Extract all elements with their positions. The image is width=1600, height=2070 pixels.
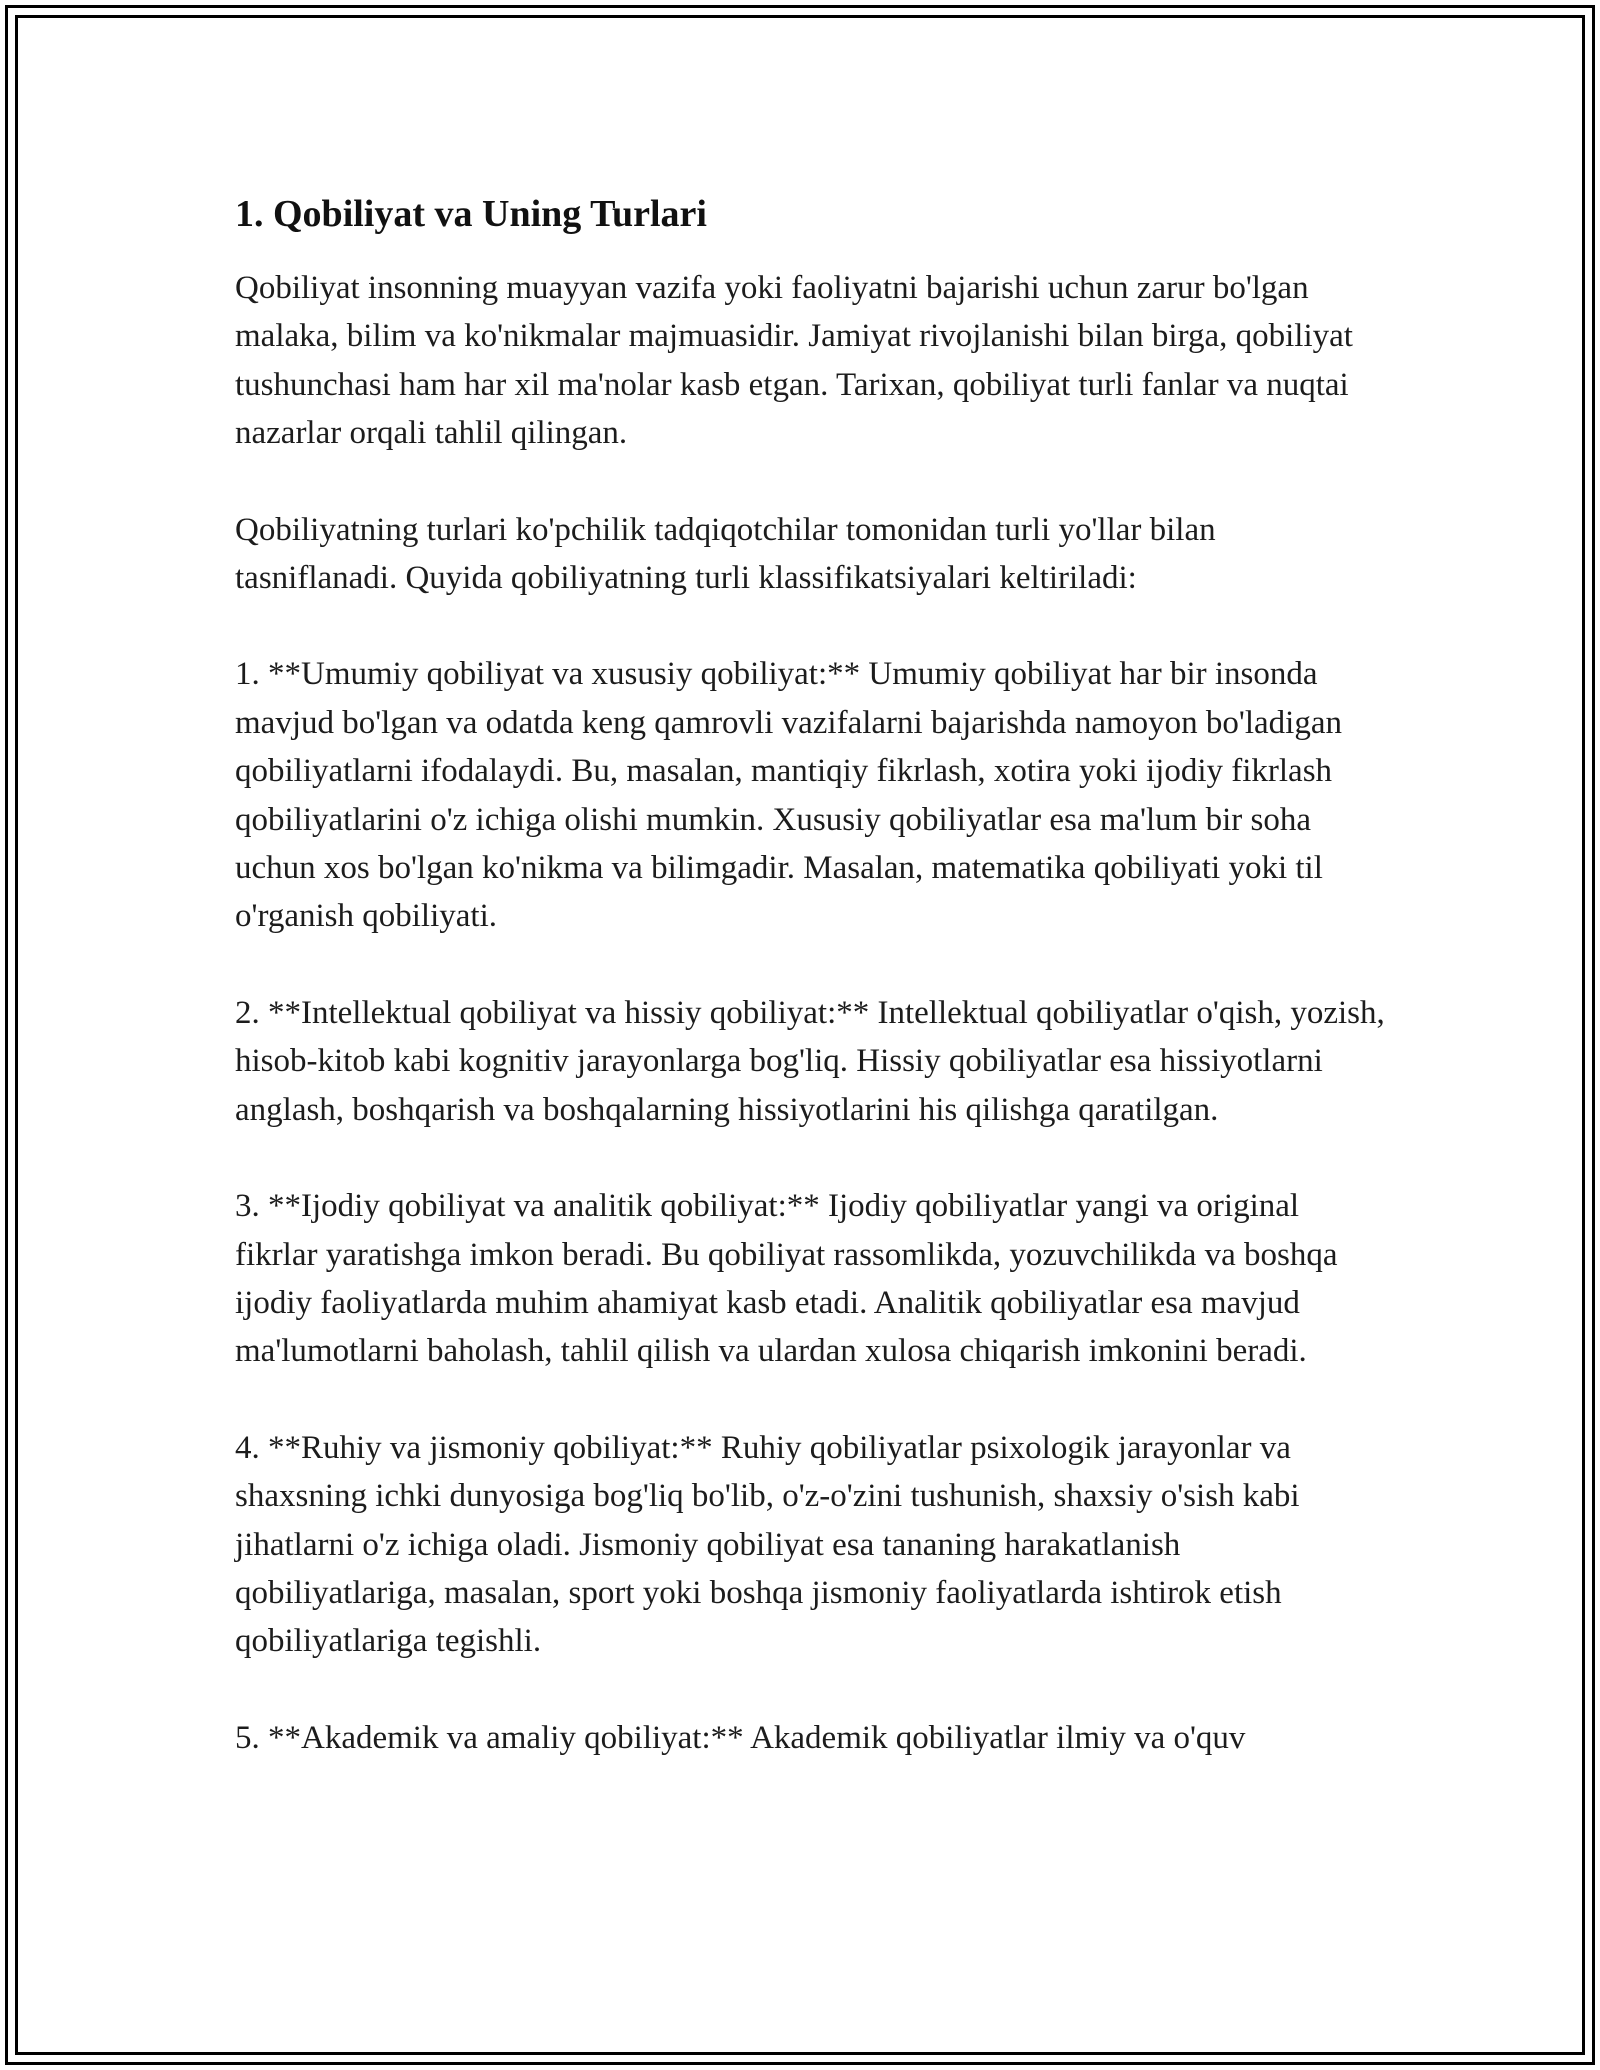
list-item-general-specific: 1. **Umumiy qobiliyat va xususiy qobiliyat:** Umumiy qobiliyat har bir insonda mavjud bo'lgan va odatda keng qamrovli vazifalarni bajarishda namoyon bo'ladigan qobiliyatlarni ifodalaydi. Bu, masalan, mantiqiy fikrlash, xotira yoki ijodiy fikrlash qobiliyatlarini o'z ichiga olishi mumkin. Xususiy qobiliyatlar esa ma'lum bir soha uchun xos bo'lgan ko'nikma va bilimgadir. Masalan, matematika qobiliyati yoki til o'rganish qobiliyati. bbox=[235, 656, 1342, 935]
classification-intro-paragraph: Qobiliyatning turlari ko'pchilik tadqiqotchilar tomonidan turli yo'llar bilan tasniflanadi. Quyida qobiliyatning turli klassifikatsiyalari keltiriladi: bbox=[235, 511, 1216, 597]
list-item-academic-practical: 5. **Akademik va amaliy qobiliyat:** Akademik qobiliyatlar ilmiy va o'quv bbox=[235, 1719, 1246, 1756]
list-item-creative-analytical: 3. **Ijodiy qobiliyat va analitik qobiliyat:** Ijodiy qobiliyatlar yangi va original fikrlar yaratishga imkon beradi. Bu qobiliyat rassomlikda, yozuvchilikda va boshqa ijodiy faoliyatlarda muhim ahamiyat kasb etadi. Analitik qobiliyatlar esa mavjud ma'lumotlarni baholash, tahlil qilish va ulardan xulosa chiqarish imkonini beradi. bbox=[235, 1188, 1338, 1370]
page-title: 1. Qobiliyat va Uning Turlari bbox=[235, 193, 707, 235]
intro-paragraph: Qobiliyat insonning muayyan vazifa yoki faoliyatni bajarishi uchun zarur bo'lgan malaka, bilim va ko'nikmalar majmuasidir. Jamiyat rivojlanishi bilan birga, qobiliyat tushunchasi ham har xil ma'nolar kasb etgan. Tarixan, qobiliyat turli fanlar va nuqtai nazarlar orqali tahlil qilingan. bbox=[235, 270, 1353, 452]
list-item-mental-physical: 4. **Ruhiy va jismoniy qobiliyat:** Ruhiy qobiliyatlar psixologik jarayonlar va shaxsning ichki dunyosiga bog'liq bo'lib, o'z-o'zini tushunish, shaxsiy o'sish kabi jihatlarni o'z ichiga oladi. Jismoniy qobiliyat esa tananing harakatlanish qobiliyatlariga, masalan, sport yoki boshqa jismoniy faoliyatlarda ishtirok etish qobiliyatlariga tegishli. bbox=[235, 1429, 1300, 1660]
list-item-intellectual-emotional: 2. **Intellektual qobiliyat va hissiy qobiliyat:** Intellektual qobiliyatlar o'qish, yozish, hisob-kitob kabi kognitiv jarayonlarga bog'liq. Hissiy qobiliyatlar esa hissiyotlarni anglash, boshqarish va boshqalarning hissiyotlarini his qilishga qaratilgan. bbox=[235, 994, 1385, 1128]
document-body bbox=[235, 190, 1385, 1810]
